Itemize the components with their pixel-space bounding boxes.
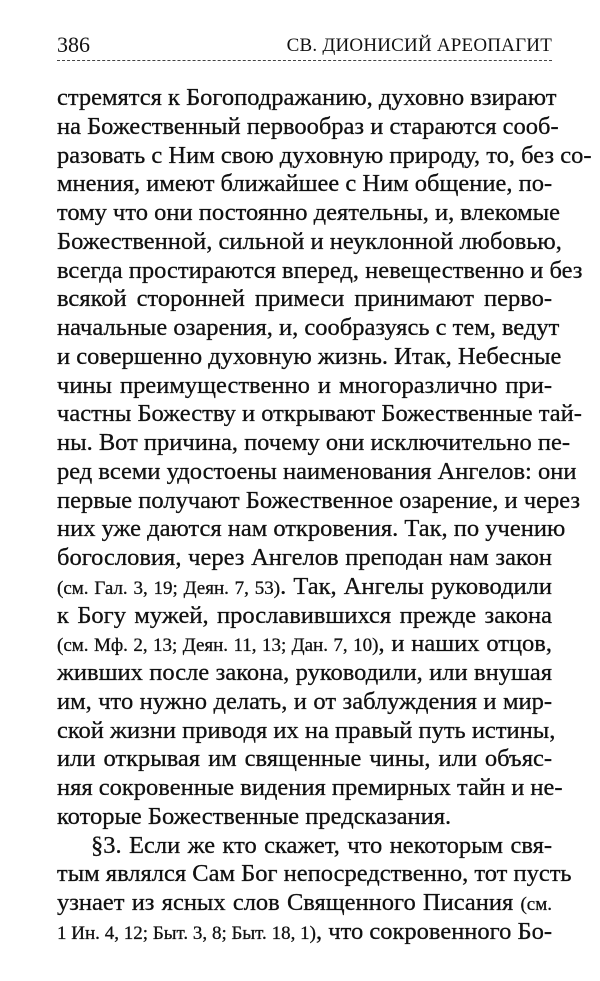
text-segment: узнает из ясных слов Священного Писания	[57, 889, 521, 916]
text-segment: всякой сторонней примеси принимают перво-	[57, 285, 552, 313]
text-line	[57, 716, 556, 746]
text-segment: которые Божественные предсказания.	[57, 802, 452, 830]
text-segment: чины преимущественно и многоразлично при-	[57, 371, 552, 399]
text-segment: начальные озарения, и, сообразуясь с тем, ведут	[57, 314, 560, 341]
text-line	[57, 515, 566, 544]
text-line	[57, 256, 583, 286]
scripture-reference: (см.	[520, 894, 552, 915]
text-segment: ской жизни приводя их на правый путь истины,	[57, 716, 556, 744]
text-line	[57, 314, 560, 343]
text-segment: разовать с Ним свою духовную природу, то, без со-	[57, 141, 592, 169]
scripture-reference: (см. Мф. 2, 13; Деян. 11, 13; Дан. 7, 10)	[57, 635, 379, 657]
text-line	[57, 573, 552, 602]
text-segment: живших после закона, руководили, или внушая	[57, 659, 552, 686]
text-segment: ны. Вот причина, почему они исключительно пе-	[57, 429, 570, 456]
text-segment: мнения, имеют ближайшее с Ним общение, по-	[57, 170, 553, 198]
text-segment: §3. Если же кто скажет, что некоторым свя-	[91, 831, 552, 859]
text-segment: , что сокровенного Бо-	[315, 917, 553, 945]
text-line	[57, 688, 552, 717]
text-segment: ред всеми удостоены наименования Ангелов: они	[57, 457, 577, 485]
text-segment: и совершенно духовную жизнь. Итак, Небесные	[57, 342, 562, 370]
text-segment: им, что нужно делать, и от заблуждения и мир-	[57, 687, 552, 715]
text-line	[57, 630, 552, 659]
text-segment: . Так, Ангелы руководили	[280, 572, 553, 600]
text-segment: к Богу мужей, прославившихся прежде закона	[57, 601, 552, 629]
text-segment: или открывая им священные чины, или объяс-	[57, 745, 552, 773]
text-segment: них уже даются нам откровения. Так, по учению	[57, 515, 566, 543]
text-segment: на Божественный первообраз и стараются сооб-	[57, 112, 559, 140]
page-body-text	[57, 84, 592, 947]
text-line	[57, 544, 552, 573]
text-line	[57, 486, 581, 516]
text-line	[57, 457, 577, 487]
text-line	[57, 112, 559, 142]
text-line	[57, 199, 561, 228]
text-segment: первые получают Божественное озарение, и через	[57, 486, 581, 514]
text-line	[57, 602, 552, 631]
scripture-reference: (см. Гал. 3, 19; Деян. 7, 53)	[57, 577, 281, 599]
text-line	[57, 429, 570, 458]
text-line	[57, 832, 552, 861]
text-segment: няя сокровенные видения премирных тайн и не-	[57, 774, 563, 801]
text-line	[57, 227, 562, 257]
text-line	[57, 170, 552, 199]
text-line	[57, 803, 552, 832]
text-line	[57, 342, 562, 372]
text-line	[57, 918, 552, 947]
text-segment: тым являлся Сам Бог непосредственно, тот пусть	[57, 860, 572, 888]
text-line	[57, 141, 592, 171]
text-line	[57, 372, 552, 401]
text-line	[57, 889, 552, 918]
text-segment: , и наших отцов,	[378, 630, 553, 658]
text-segment: стремятся к Богоподражанию, духовно взирают	[57, 84, 557, 111]
text-segment: Божественной, сильной и неуклонной любовью,	[57, 227, 562, 255]
running-header	[57, 32, 552, 61]
text-line	[57, 860, 572, 889]
text-line	[57, 774, 563, 803]
running-title: СВ. ДИОНИСИЙ АРЕОПАГИТ	[286, 35, 552, 56]
page-number: 386	[57, 32, 90, 57]
text-line	[57, 285, 552, 314]
text-line	[57, 745, 552, 774]
text-line	[57, 659, 552, 688]
text-line	[57, 400, 582, 429]
text-segment: богословия, через Ангелов преподан нам закон	[57, 544, 552, 571]
text-segment: всегда простираются вперед, невещественно и без	[57, 256, 583, 284]
text-segment: тому что они постоянно деятельны, и, влекомые	[57, 199, 561, 226]
text-line	[57, 84, 557, 113]
text-segment: частны Божеству и открывают Божественные тай-	[57, 400, 582, 428]
scripture-reference: 1 Ин. 4, 12; Быт. 3, 8; Быт. 18, 1)	[57, 922, 316, 944]
